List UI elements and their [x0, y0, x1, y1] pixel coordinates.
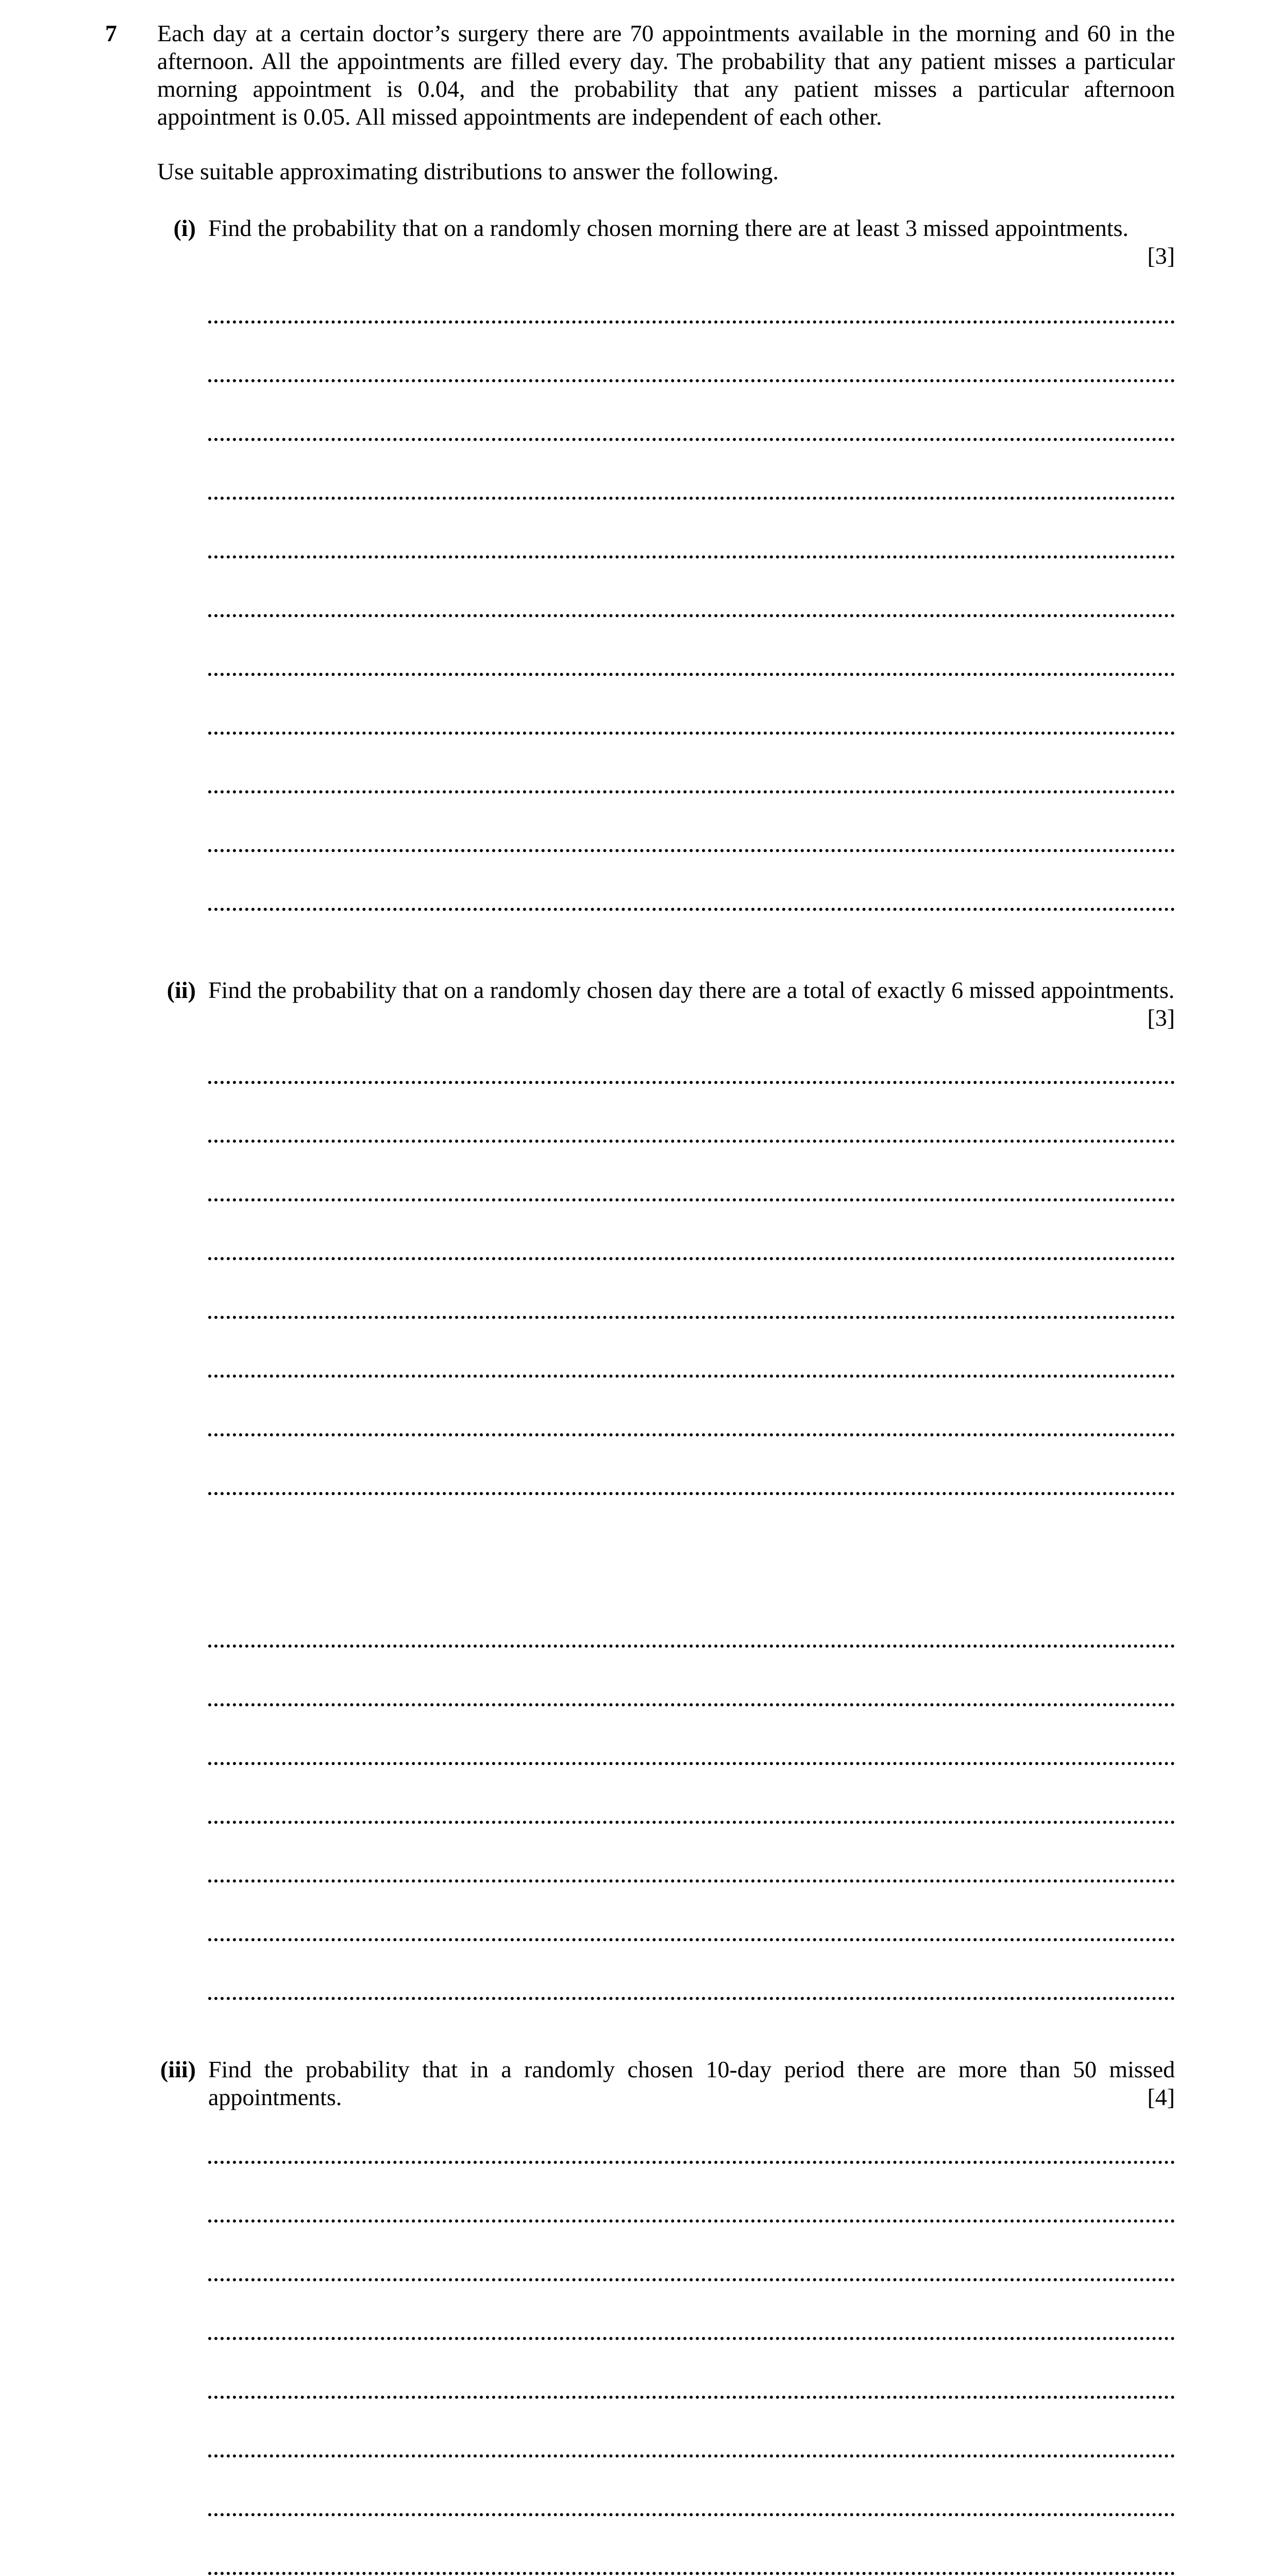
answer-line — [208, 614, 1175, 617]
part-i-label: (i) — [173, 215, 196, 241]
answer-line — [208, 1492, 1175, 1495]
answer-line — [208, 790, 1175, 793]
answer-line — [208, 732, 1175, 735]
part-ii-label: (ii) — [166, 977, 196, 1003]
part-i-marks: [3] — [1147, 243, 1175, 269]
answer-line — [208, 2219, 1175, 2223]
answer-line — [208, 2337, 1175, 2340]
answer-line — [208, 497, 1175, 500]
answer-line — [208, 438, 1175, 441]
question-intro: Use suitable approximating distributions to answer the following. — [157, 158, 779, 184]
answer-line — [208, 1081, 1175, 1084]
question-stem: Each day at a certain doctor’s surgery there are 70 appointments available in the morning and 60 in the afternoon. All the appointments are filled every day. The probability that any patient misses a particular morning appointment is 0.04, and the probability that any patient misses a particular afternoon appointment is 0.05. All missed appointments are independent of each other. — [157, 20, 1175, 130]
answer-line — [208, 2161, 1175, 2164]
answer-line — [208, 849, 1175, 852]
answer-line — [208, 1140, 1175, 1143]
answer-line — [208, 1198, 1175, 1201]
answer-line — [208, 2513, 1175, 2516]
answer-line — [208, 673, 1175, 676]
question-number: 7 — [105, 20, 117, 46]
answer-line — [208, 1997, 1175, 2000]
answer-line — [208, 1645, 1175, 1648]
answer-line — [208, 1433, 1175, 1436]
answer-line — [208, 1762, 1175, 1765]
answer-line — [208, 908, 1175, 911]
answer-line — [208, 1879, 1175, 1883]
part-iii-label: (iii) — [160, 2056, 196, 2082]
answer-line — [208, 1316, 1175, 1319]
answer-line — [208, 1257, 1175, 1260]
part-iii-text: Find the probability that in a randomly chosen 10-day period there are more than 50 missed appointments. — [208, 2056, 1175, 2110]
answer-line — [208, 2396, 1175, 2399]
part-iii-marks: [4] — [1147, 2084, 1175, 2110]
answer-line — [208, 2278, 1175, 2281]
answer-line — [208, 555, 1175, 558]
answer-line — [208, 1703, 1175, 1706]
part-i-text: Find the probability that on a randomly chosen morning there are at least 3 missed appointments. — [208, 215, 1129, 241]
answer-line — [208, 1938, 1175, 1941]
answer-line — [208, 379, 1175, 382]
answer-line — [208, 2572, 1175, 2575]
answer-line — [208, 1821, 1175, 1824]
part-ii-marks: [3] — [1147, 1005, 1175, 1031]
answer-line — [208, 320, 1175, 324]
answer-line — [208, 2454, 1175, 2458]
part-ii-text: Find the probability that on a randomly chosen day there are a total of exactly 6 missed appointments. — [208, 977, 1175, 1003]
answer-line — [208, 1375, 1175, 1378]
